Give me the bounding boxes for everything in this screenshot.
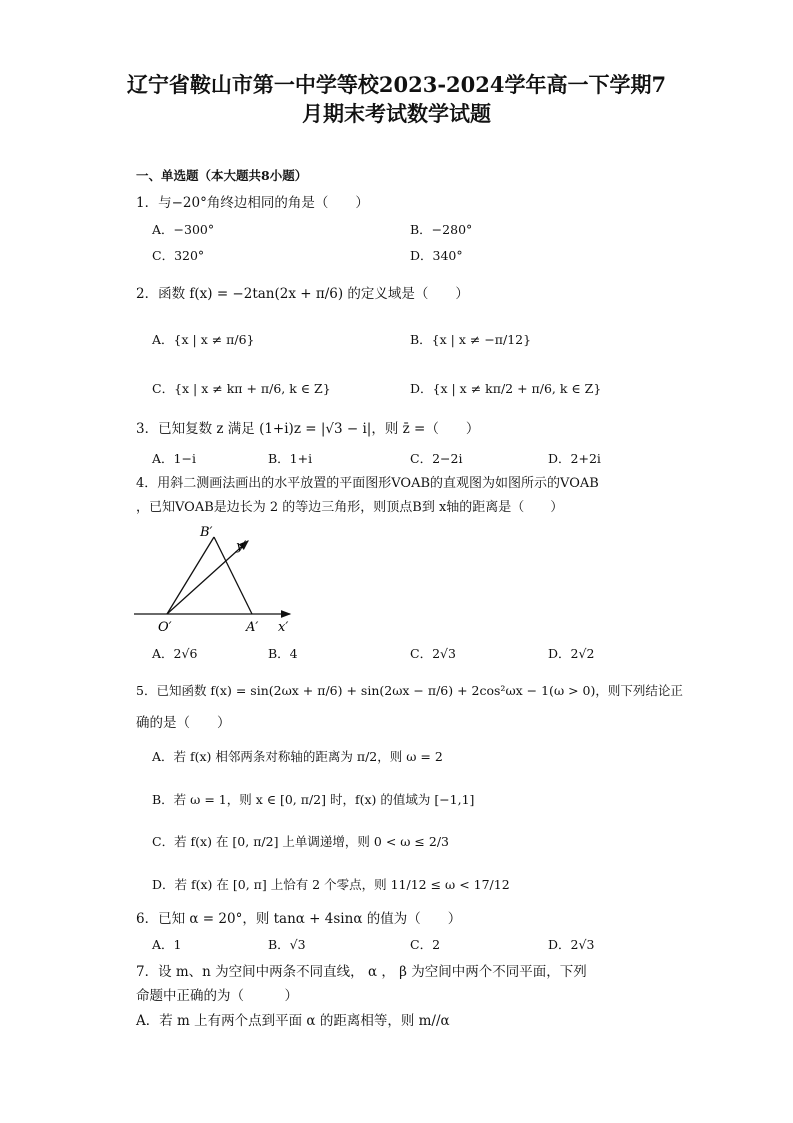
question-5-stem-line2: 确的是（ ） <box>136 715 231 731</box>
question-5-option-b: B．若 ω = 1，则 x ∈ [0, π/2] 时，f(x) 的值域为 [−1,1] <box>152 792 475 807</box>
question-3-option-c: C．2−2i <box>410 451 463 466</box>
segment-b-a <box>214 537 252 614</box>
question-6-option-d: D．2√3 <box>548 937 595 952</box>
label-b: B′ <box>200 525 213 540</box>
question-7-stem-line1: 7．设 m、n 为空间中两条不同直线， α ， β 为空间中两个不同平面，下列 <box>136 964 587 980</box>
question-2-option-b: B．{x | x ≠ −π/12} <box>410 332 532 347</box>
question-6-option-b: B．√3 <box>268 937 306 952</box>
label-a: A′ <box>246 620 259 635</box>
document-title-line1: 辽宁省鞍山市第一中学等校2023-2024学年高一下学期7 <box>126 72 667 97</box>
label-y: y′ <box>236 539 247 554</box>
question-3-stem: 3．已知复数 z 满足 (1+i)z = |√3 − i|，则 z̄ =（ ） <box>136 421 480 437</box>
question-7-stem-line2: 命题中正确的为（ ） <box>136 988 298 1004</box>
document-title-line2: 月期末考试数学试题 <box>302 101 491 126</box>
question-5-option-c: C．若 f(x) 在 [0, π/2] 上单调递增，则 0 < ω ≤ 2/3 <box>152 834 449 849</box>
segment-o-b <box>167 537 214 614</box>
question-2-option-a: A．{x | x ≠ π/6} <box>152 332 255 347</box>
question-4-stem-line2: ，已知VOAB是边长为 2 的等边三角形，则顶点B到 x轴的距离是（ ） <box>136 500 564 515</box>
question-1-option-d: D．340° <box>410 248 463 263</box>
question-2-stem: 2．函数 f(x) = −2tan(2x + π/6) 的定义域是（ ） <box>136 286 469 302</box>
question-1-option-b: B．−280° <box>410 222 473 237</box>
question-6-option-a: A．1 <box>152 937 182 952</box>
question-1-option-a: A．−300° <box>152 222 215 237</box>
question-6-stem: 6．已知 α = 20°，则 tanα + 4sinα 的值为（ ） <box>136 911 462 927</box>
question-4-option-c: C．2√3 <box>410 646 456 661</box>
question-3-option-d: D．2+2i <box>548 451 601 466</box>
label-o: O′ <box>158 620 172 635</box>
question-5-option-d: D．若 f(x) 在 [0, π] 上恰有 2 个零点，则 11/12 ≤ ω < 17/12 <box>152 877 510 892</box>
question-4-stem-line1: 4．用斜二测画法画出的水平放置的平面图形VOAB的直观图为如图所示的VOAB <box>136 476 599 491</box>
question-1-option-c: C．320° <box>152 248 205 263</box>
question-3-option-a: A．1−i <box>152 451 196 466</box>
question-4-option-d: D．2√2 <box>548 646 595 661</box>
question-4-option-a: A．2√6 <box>152 646 198 661</box>
question-3-option-b: B．1+i <box>268 451 313 466</box>
question-1-stem: 1．与−20°角终边相同的角是（ ） <box>136 195 369 211</box>
oblique-projection-figure <box>130 520 300 635</box>
question-6-option-c: C．2 <box>410 937 441 952</box>
question-5-option-a: A．若 f(x) 相邻两条对称轴的距离为 π/2，则 ω = 2 <box>152 749 443 764</box>
question-5-stem-line1: 5．已知函数 f(x) = sin(2ωx + π/6) + sin(2ωx − π/6) + 2cos²ωx − 1(ω > 0)，则下列结论正 <box>136 683 683 698</box>
question-2-option-d: D．{x | x ≠ kπ/2 + π/6, k ∈ Z} <box>410 381 602 396</box>
question-4-option-b: B．4 <box>268 646 298 661</box>
question-2-option-c: C．{x | x ≠ kπ + π/6, k ∈ Z} <box>152 381 331 396</box>
label-x: x′ <box>278 620 289 635</box>
question-7-option-a: A．若 m 上有两个点到平面 α 的距离相等，则 m//α <box>136 1013 450 1029</box>
section-heading: 一、单选题（本大题共8小题） <box>136 168 308 183</box>
